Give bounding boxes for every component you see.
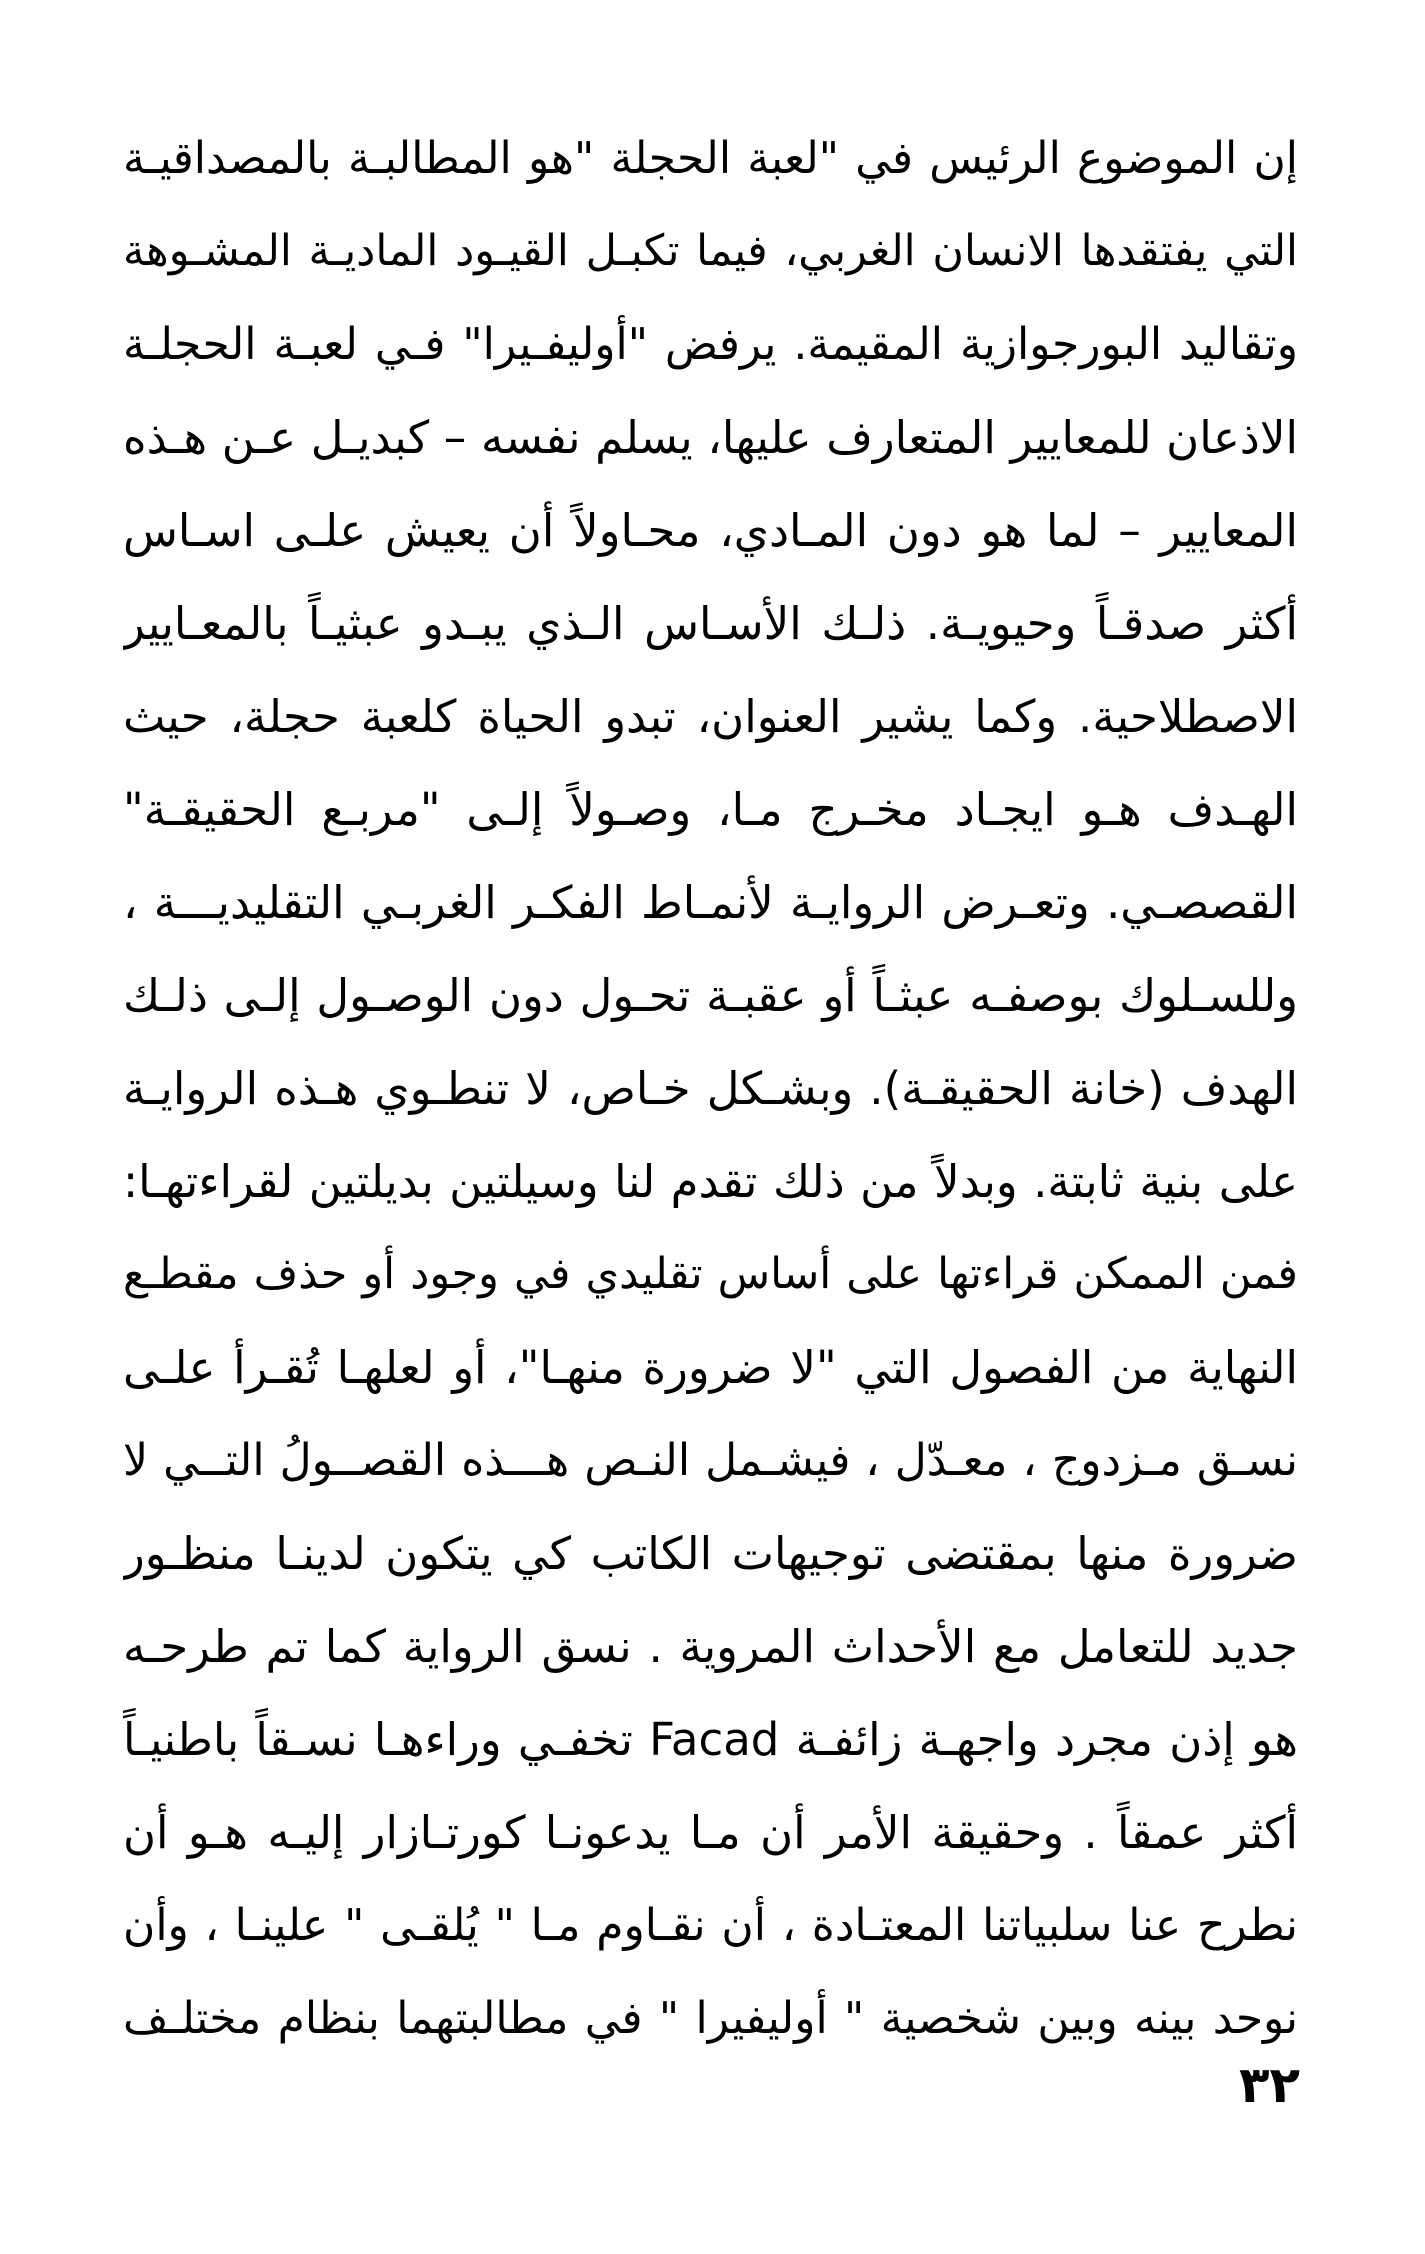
text-line: المعايير – لما هو دون المـادي، محـاولاً أن يعيش علـى اسـاس: [123, 504, 1298, 557]
text-line: أكثر صدقـاً وحيويـة. ذلـك الأسـاس الـذي يبـدو عبثيـاً بالمعـايير: [123, 597, 1298, 650]
text-line: هو إذن مجرد واجهـة زائفـة Facad تخفـي وراءهـا نسـقاً باطنيـاً: [123, 1713, 1298, 1766]
text-line: أكثر عمقاً . وحقيقة الأمر أن مـا يدعونـا كورتـازار إليـه هـو أن: [123, 1806, 1298, 1859]
text-line: النهاية من الفصول التي "لا ضرورة منهـا"، أو لعلهـا تُقـرأ علـى: [123, 1341, 1298, 1394]
text-line: جديد للتعامل مع الأحداث المروية . نسق الرواية كما تم طرحـه: [123, 1620, 1298, 1673]
text-line: على بنية ثابتة. وبدلاً من ذلك تقدم لنا وسيلتين بديلتين لقراءتهـا:: [123, 1155, 1298, 1208]
text-line: القصصـي. وتعـرض الروايـة لأنمـاط الفكـر الغربـي التقليديـــة ،: [123, 876, 1298, 929]
text-line: إن الموضوع الرئيس في "لعبة الحجلة "هو المطالبـة بالمصداقيـة: [123, 133, 1298, 184]
text-line: الهدف (خانة الحقيقـة). وبشـكل خـاص، لا تنطـوي هـذه الروايـة: [123, 1062, 1298, 1115]
body-text: [123, 112, 1298, 2065]
text-line: ضرورة منها بمقتضى توجيهات الكاتب كي يتكون لدينـا منظـور: [123, 1527, 1298, 1580]
text-line: الاصطلاحية. وكما يشير العنوان، تبدو الحياة كلعبة حجلة، حيث: [123, 690, 1298, 743]
text-line: نوحد بينه وبين شخصية " أوليفيرا " في مطالبتهما بنظام مختلـف: [123, 1993, 1298, 2044]
text-line: فمن الممكن قراءتها على أساس تقليدي في وجود أو حذف مقطـع: [123, 1249, 1298, 1299]
text-line: الهـدف هـو ايجـاد مخـرج مـا، وصـولاً إلـى "مربـع الحقيقـة": [123, 783, 1298, 836]
text-line: وللسـلوك بوصفـه عبثـاً أو عقبـة تحـول دون الوصـول إلـى ذلـك: [123, 969, 1298, 1022]
text-line: وتقاليد البورجوازية المقيمة. يرفض "أوليفـيرا" فـي لعبـة الحجلـة: [123, 319, 1298, 370]
text-line: الاذعان للمعايير المتعارف عليها، يسلم نفسه – كبديـل عـن هـذه: [123, 411, 1298, 464]
text-line: التي يفتقدها الانسان الغربي، فيما تكبـل القيـود الماديـة المشـوهة: [123, 226, 1298, 276]
text-line: نسـق مـزدوج ، معـدّل ، فيشـمل النـص هـــذه القصــولُ التــي لا: [123, 1435, 1298, 1486]
page-number: ٣٢: [1238, 2056, 1300, 2114]
text-line: نطرح عنا سلبياتنا المعتـادة ، أن نقـاوم مـا " يُلقـى " علينـا ، وأن: [123, 1900, 1298, 1951]
